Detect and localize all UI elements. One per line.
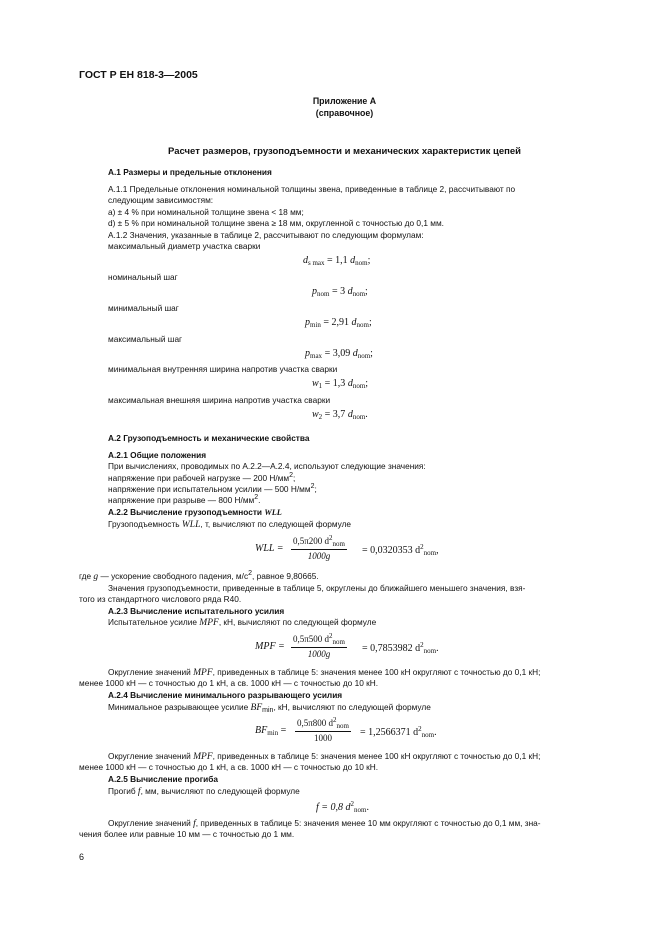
formula-bf-lhs: $BF_{min}$ =	[255, 725, 287, 737]
list-item: d) ± 5 % при номинальной толщине звена ≥ 18 мм, округленной с точностью до 0,1 мм.	[108, 218, 444, 228]
paragraph: того из стандартного числового ряда R40.	[79, 594, 242, 604]
paragraph: менее 1000 кН — с точностью до 1 кН, а св. 1000 кН — с точностью до 10 кН.	[79, 762, 379, 772]
formula-wll-fraction: 0,5π200 $d^2_{nom}$ 1000g	[293, 534, 345, 561]
appendix-subtitle: (справочное)	[315, 108, 374, 118]
formula-label: минимальная внутренняя ширина напротив участка сварки	[108, 364, 338, 374]
formula-wll-rhs: = 0,0320353 $d^2_{nom}$,	[362, 543, 439, 557]
formula-ds-max: $d_{s max} = 1,1$ $d_{nom}$;	[303, 255, 371, 267]
page-number: 6	[79, 852, 85, 862]
formula-mpf-lhs: MPF =	[255, 641, 285, 652]
formula-deflection: f = 0,8 $d^2_{nom}$.	[316, 800, 369, 814]
section-a24-heading: А.2.4 Вычисление минимального разрывающего усилия	[108, 690, 343, 700]
formula-p-nom: $p_{nom} = 3$ $d_{nom}$;	[312, 286, 368, 298]
section-a2-heading: А.2 Грузоподъемность и механические свойства	[108, 433, 310, 443]
section-a21-heading: А.2.1 Общие положения	[108, 450, 207, 460]
formula-mpf-rhs: = 0,7853982 $d^2_{nom}$.	[362, 641, 439, 655]
section-a23-heading: А.2.3 Вычисление испытательного усилия	[108, 606, 285, 616]
paragraph: следующим зависимостям:	[108, 195, 214, 205]
formula-wll-lhs: WLL =	[255, 543, 284, 554]
document-header: ГОСТ Р ЕН 818-3—2005	[79, 69, 198, 81]
formula-p-min: $p_{min} = 2,91$ $d_{nom}$;	[305, 317, 372, 329]
section-a1-heading: А.1 Размеры и предельные отклонения	[108, 167, 272, 177]
paragraph: Значения грузоподъемности, приведенные в таблице 5, округлены до ближайшего меньшего значения, взя-	[108, 583, 526, 593]
paragraph: напряжение при рабочей нагрузке — 200 $Н/мм^2$;	[108, 472, 296, 483]
paragraph: менее 1000 кН — с точностью до 1 кН, а св. 1000 кН — с точностью до 10 кН.	[79, 678, 379, 688]
paragraph: где g — ускорение свободного падения, $м/с^2$, равное 9,80665.	[79, 570, 319, 582]
formula-p-max: $p_{max} = 3,09$ $d_{nom}$;	[305, 348, 373, 360]
formula-label: максимальная внешняя ширина напротив участка сварки	[108, 395, 331, 405]
formula-label: максимальный шаг	[108, 334, 183, 344]
section-a25-heading: А.2.5 Вычисление прогиба	[108, 774, 218, 784]
main-title: Расчет размеров, грузоподъемности и механических характеристик цепей	[168, 146, 521, 157]
paragraph: При вычислениях, проводимых по А.2.2—А.2.4, используют следующие значения:	[108, 461, 426, 471]
formula-label: максимальный диаметр участка сварки	[108, 241, 261, 251]
formula-w1: $w_1 = 1,3$ $d_{nom}$;	[312, 378, 369, 390]
paragraph: А.1.2 Значения, указанные в таблице 2, рассчитывают по следующим формулам:	[108, 230, 424, 240]
paragraph: напряжение при испытательном усилии — 500 $Н/мм^2$;	[108, 483, 317, 494]
appendix-title: Приложение А	[312, 96, 377, 106]
paragraph: Округление значений MPF, приведенных в таблице 5: значения менее 100 кН округляют с точностью до 0,1 кН;	[108, 667, 541, 678]
paragraph: А.1.1 Предельные отклонения номинальной толщины звена, приведенные в таблице 2, рассчитывают по	[108, 184, 516, 194]
paragraph: напряжение при разрыве — 800 $Н/мм^2$.	[108, 494, 261, 505]
paragraph: Грузоподъемность WLL, т, вычисляют по следующей формуле	[108, 519, 352, 530]
paragraph: Испытательное усилие MPF, кН, вычисляют по следующей формуле	[108, 617, 377, 628]
list-item: а) ± 4 % при номинальной толщине звена < 18 мм;	[108, 207, 304, 217]
paragraph: Минимальное разрывающее усилие $BF_{min}$, кН, вычисляют по следующей формуле	[108, 702, 431, 714]
formula-mpf-fraction: 0,5π500 $d^2_{nom}$ 1000g	[293, 632, 345, 659]
section-a22-heading: А.2.2 Вычисление грузоподъемности WLL	[108, 507, 282, 517]
formula-bf-rhs: = 1,2566371 $d^2_{nom}$.	[360, 725, 437, 739]
formula-bf-fraction: 0,5π800 $d^2_{nom}$ 1000	[297, 716, 349, 743]
paragraph: Округление значений MPF, приведенных в таблице 5: значения менее 100 кН округляют с точностью до 0,1 кН;	[108, 751, 541, 762]
paragraph: Прогиб f, мм, вычисляют по следующей формуле	[108, 786, 300, 797]
paragraph: чения более или равные 10 мм — с точностью до 1 мм.	[79, 829, 295, 839]
formula-label: минимальный шаг	[108, 303, 179, 313]
formula-label: номинальный шаг	[108, 272, 178, 282]
formula-w2: $w_2 = 3,7$ $d_{nom}$.	[312, 409, 368, 421]
paragraph: Округление значений f, приведенных в таблице 5: значения менее 10 мм округляют с точностью до 0,1 мм, зна-	[108, 818, 541, 829]
